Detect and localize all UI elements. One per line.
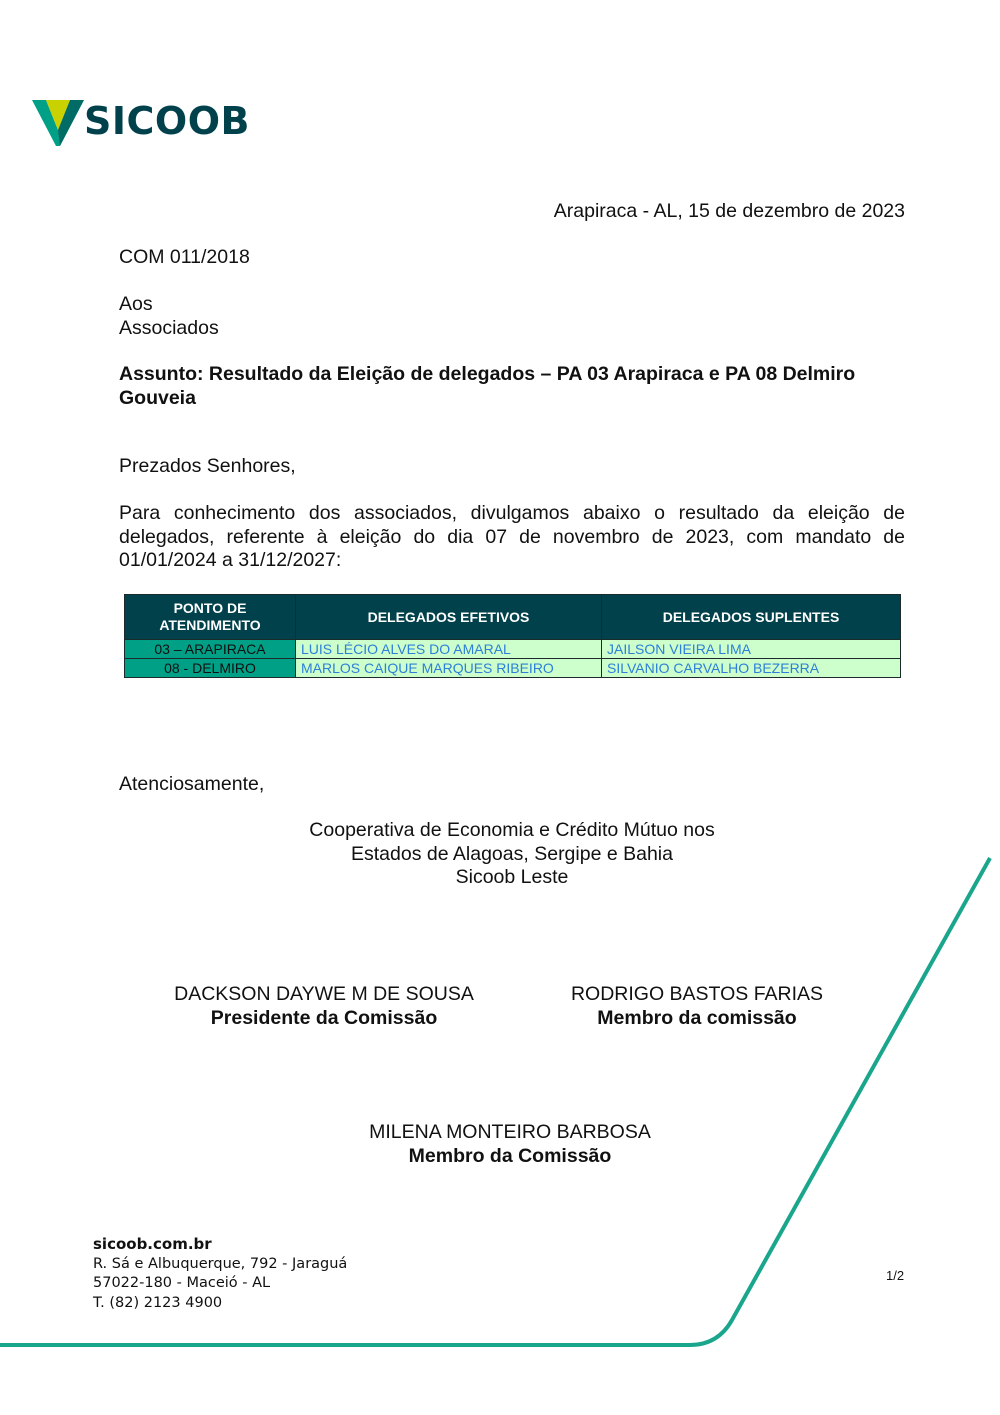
table-row bbox=[125, 640, 901, 659]
cell-efetivo: MARLOS CAIQUE MARQUES RIBEIRO bbox=[296, 659, 602, 678]
footer-website: sicoob.com.br bbox=[93, 1235, 212, 1253]
sicoob-logo-text: SICOOB bbox=[84, 99, 250, 143]
signatory-role: Membro da comissão bbox=[597, 1006, 797, 1029]
table-row bbox=[125, 659, 901, 678]
organization-block bbox=[250, 819, 774, 890]
signatory-name: MILENA MONTEIRO BARBOSA bbox=[369, 1121, 651, 1143]
signature-block bbox=[310, 1121, 710, 1168]
cell-suplente: SILVANIO CARVALHO BEZERRA bbox=[602, 659, 901, 678]
header-delegados-efetivos: DELEGADOS EFETIVOS bbox=[296, 595, 602, 640]
results-table bbox=[124, 594, 901, 678]
organization-line: Sicoob Leste bbox=[455, 866, 569, 888]
footer-address: R. Sá e Albuquerque, 792 - Jaraguá bbox=[93, 1255, 348, 1272]
subject-line: Assunto: Resultado da Eleição de delegados – PA 03 Arapiraca e PA 08 Delmiro Gouveia bbox=[119, 363, 856, 409]
sicoob-logo-icon bbox=[32, 98, 84, 148]
recipient-line: Aos bbox=[119, 293, 153, 315]
signatory-role: Presidente da Comissão bbox=[210, 1006, 438, 1029]
sicoob-logo bbox=[32, 98, 250, 148]
salutation: Prezados Senhores, bbox=[119, 455, 296, 477]
footer-address: 57022-180 - Maceió - AL bbox=[93, 1275, 271, 1291]
cell-pa: 08 - DELMIRO bbox=[125, 659, 296, 678]
cell-efetivo: LUIS LÉCIO ALVES DO AMARAL bbox=[296, 640, 602, 659]
closing: Atenciosamente, bbox=[119, 773, 265, 795]
cell-pa: 03 – ARAPIRACA bbox=[125, 640, 296, 659]
cell-suplente: JAILSON VIEIRA LIMA bbox=[602, 640, 901, 659]
recipient-line: Associados bbox=[119, 316, 219, 339]
signatory-name: RODRIGO BASTOS FARIAS bbox=[570, 983, 824, 1005]
footer-phone: T. (82) 2123 4900 bbox=[93, 1294, 223, 1311]
organization-line: Cooperativa de Economia e Crédito Mútuo nos bbox=[309, 819, 715, 841]
header-delegados-suplentes: DELEGADOS SUPLENTES bbox=[602, 595, 901, 640]
page-number: 1/2 bbox=[886, 1268, 905, 1283]
footer-contact bbox=[93, 1235, 347, 1313]
signature-block bbox=[144, 983, 504, 1030]
signatory-name: DACKSON DAYWE M DE SOUSA bbox=[174, 983, 474, 1005]
signatory-role: Membro da Comissão bbox=[408, 1144, 612, 1167]
reference-number: COM 011/2018 bbox=[119, 246, 250, 268]
recipient bbox=[119, 293, 219, 340]
table-header-row bbox=[125, 595, 901, 640]
header-ponto-atendimento: PONTO DE ATENDIMENTO bbox=[125, 595, 296, 640]
body-paragraph: Para conhecimento dos associados, divulgamos abaixo o resultado da eleição de delegados, referente à eleição do dia 07 de novembro de 2023, com mandato de 01/01/2024 a 31/12/2027: bbox=[119, 502, 905, 571]
signature-block bbox=[527, 983, 867, 1030]
organization-line: Estados de Alagoas, Sergipe e Bahia bbox=[351, 842, 673, 865]
date-line: Arapiraca - AL, 15 de dezembro de 2023 bbox=[553, 200, 905, 222]
